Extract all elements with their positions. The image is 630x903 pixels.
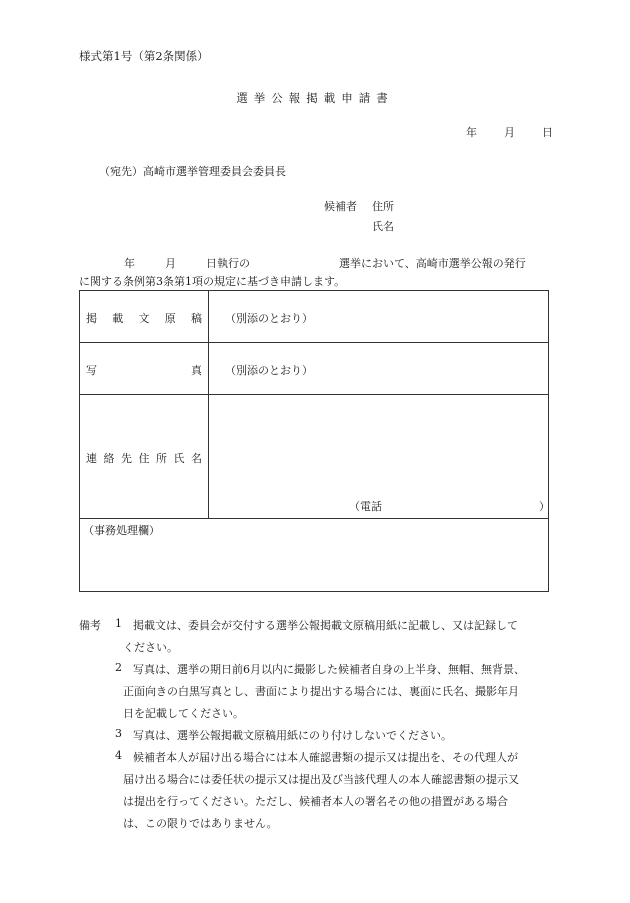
- note-4-line-2: 届け出る場合には委任状の提示又は提出及び当該代理人の本人確認書類の提示又: [123, 773, 519, 786]
- notes-heading: 備考: [79, 619, 101, 632]
- manuscript-label: 掲 載 文 原 稿: [86, 312, 202, 325]
- addressee: （宛先）高崎市選挙管理委員会委員長: [99, 165, 286, 178]
- photo-label: 写 真: [86, 364, 202, 377]
- contact-label: 連 絡 先 住 所 氏 名: [86, 452, 202, 465]
- phone-close-paren: ）: [539, 500, 550, 513]
- table-row-contact: [80, 395, 548, 519]
- date-year: 年: [466, 126, 477, 139]
- table-row-photo: [80, 343, 548, 395]
- body-month: 月: [165, 257, 176, 270]
- table-row-manuscript: [80, 291, 548, 343]
- note-1-line-2: ください。: [123, 641, 178, 654]
- date-line: [466, 124, 553, 140]
- note-4-number: 4: [115, 749, 122, 762]
- body-text-line-2: に関する条例第3条第1項の規定に基づき申請します。: [79, 275, 346, 288]
- candidate-address-label: 住所: [372, 200, 394, 213]
- manuscript-value: （別添のとおり）: [225, 312, 313, 325]
- note-4-line-3: は提出を行ってください。ただし、候補者本人の署名その他の措置がある場合: [123, 795, 508, 808]
- note-3-number: 3: [115, 727, 122, 740]
- note-1-line-1: 掲載文は、委員会が交付する選挙公報掲載文原稿用紙に記載し、又は記録して: [133, 619, 518, 632]
- date-month: 月: [504, 126, 515, 139]
- note-1-number: 1: [115, 617, 122, 630]
- body-rest: 選挙において、高崎市選挙公報の発行: [339, 257, 526, 270]
- document-title: 選挙公報掲載申請書: [236, 91, 394, 105]
- office-use-label: （事務処理欄）: [83, 524, 160, 537]
- note-2-line-3: 日を記載してください。: [123, 707, 244, 720]
- date-day: 日: [542, 126, 553, 139]
- note-2-line-2: 正面向きの白黒写真とし、書面により提出する場合には、裏面に氏名、撮影年月: [123, 685, 519, 698]
- note-2-line-1: 写真は、選挙の期日前6月以内に撮影した候補者自身の上半身、無帽、無背景、: [133, 663, 525, 676]
- note-4-line-4: は、この限りではありません。: [123, 817, 278, 830]
- table-row-office: [80, 519, 548, 593]
- candidate-name-label: 氏名: [372, 220, 394, 233]
- note-2-number: 2: [115, 661, 122, 674]
- candidate-label: 候補者: [324, 200, 357, 213]
- form-number: 様式第1号（第2条関係）: [79, 49, 209, 63]
- phone-label: （電話: [349, 500, 382, 513]
- body-year: 年: [124, 257, 135, 270]
- application-table: [79, 290, 549, 592]
- body-day-exec: 日執行の: [206, 257, 250, 270]
- photo-value: （別添のとおり）: [225, 364, 313, 377]
- note-4-line-1: 候補者本人が届け出る場合には本人確認書類の提示又は提出を、その代理人が: [133, 751, 518, 764]
- body-text-line-1: [79, 255, 526, 271]
- note-3-line-1: 写真は、選挙公報掲載文原稿用紙にのり付けしないでください。: [133, 729, 452, 742]
